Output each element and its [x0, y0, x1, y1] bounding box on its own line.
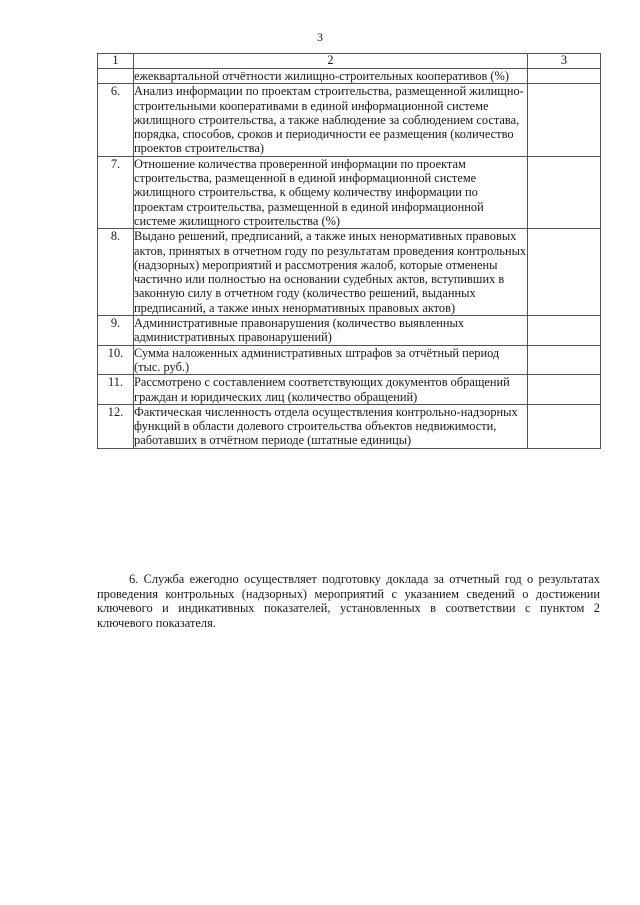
- column-header-number: 1: [98, 54, 134, 69]
- row-indicator-text: Фактическая численность отдела осуществления контрольно-надзорных функций в области долевого строительства объектов недвижимости, работавших в отчётном периоде (штатные единицы): [134, 404, 528, 448]
- row-value: [528, 404, 601, 448]
- row-indicator-text: ежеквартальной отчётности жилищно-строительных кооперативов (%): [134, 69, 528, 84]
- row-number: 8.: [98, 229, 134, 316]
- row-indicator-text: Отношение количества проверенной информации по проектам строительства, размещенной в единой информационной системе жилищного строительства, к общему количеству информации по проектам строительства, размещенной в единой информационной системе жилищного строительства (%): [134, 156, 528, 228]
- table-header-row: [98, 54, 601, 69]
- table-row: [98, 375, 601, 405]
- row-indicator-text: Административные правонарушения (количество выявленных административных правонарушений): [134, 316, 528, 346]
- page-number: 3: [317, 30, 323, 44]
- row-value: [528, 229, 601, 316]
- row-number: 11.: [98, 375, 134, 405]
- row-value: [528, 345, 601, 375]
- indicators-table: [97, 53, 601, 449]
- row-number: 7.: [98, 156, 134, 228]
- table-row: [98, 69, 601, 84]
- row-number: 10.: [98, 345, 134, 375]
- row-value: [528, 316, 601, 346]
- table-row: [98, 84, 601, 156]
- row-number: [98, 69, 134, 84]
- row-number: 6.: [98, 84, 134, 156]
- row-indicator-text: Сумма наложенных административных штрафов за отчётный период (тыс. руб.): [134, 345, 528, 375]
- row-value: [528, 84, 601, 156]
- table-row: [98, 316, 601, 346]
- row-indicator-text: Рассмотрено с составлением соответствующих документов обращений граждан и юридических лиц (количество обращений): [134, 375, 528, 405]
- table-row: [98, 156, 601, 228]
- row-indicator-text: Анализ информации по проектам строительства, размещенной жилищно-строительными кооперативами в единой информационной системе жилищного строительства, а также наблюдение за соблюдением состава, порядка, способов, сроков и периодичности ее размещения (количество проектов строительства): [134, 84, 528, 156]
- row-indicator-text: Выдано решений, предписаний, а также иных ненормативных правовых актов, принятых в отчетном году по результатам проведения контрольных (надзорных) мероприятий и рассмотрения жалоб, которые отменены частично или полностью на основании судебных актов, вступивших в законную силу в отчетном году (количество решений, выданных предписаний, а также иных ненормативных правовых актов): [134, 229, 527, 315]
- row-number: 12.: [98, 404, 134, 448]
- row-number: 9.: [98, 316, 134, 346]
- row-value: [528, 69, 601, 84]
- table-row: [98, 404, 601, 448]
- column-header-indicator: 2: [134, 54, 528, 69]
- column-header-value: 3: [528, 54, 601, 69]
- row-value: [528, 375, 601, 405]
- row-value: [528, 156, 601, 228]
- body-paragraph: 6. Служба ежегодно осуществляет подготовку доклада за отчетный год о результатах проведения контрольных (надзорных) мероприятий с указанием сведений о достижении ключевого и индикативных показателей, установленных в соответствии с пунктом 2 ключевого показателя.: [97, 572, 600, 630]
- table-row: [98, 229, 601, 316]
- table-row: [98, 345, 601, 375]
